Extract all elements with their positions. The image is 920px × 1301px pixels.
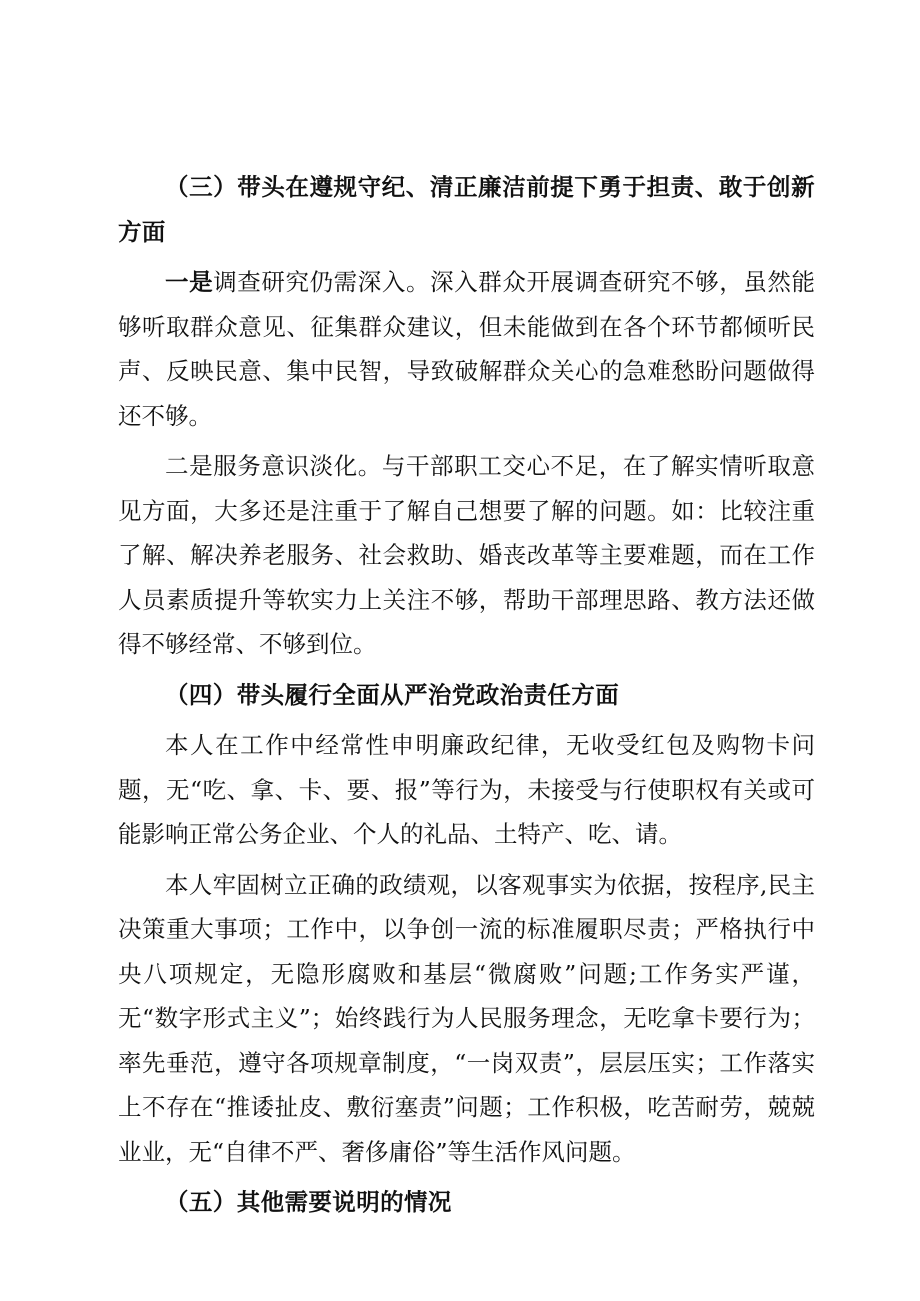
section-4-paragraph-1: 本人在工作中经常性申明廉政纪律，无收受红包及购物卡问题，无“吃、拿、卡、要、报”等行为，未接受与行使职权有关或可能影响正常公务企业、个人的礼品、土特产、吃、请。: [118, 731, 815, 848]
section-3-paragraph-2: 二是服务意识淡化。与干部职工交心不足，在了解实情听取意见方面，大多还是注重于了解自己想要了解的问题。如：比较注重了解、解决养老服务、社会救助、婚丧改革等主要难题，而在工作人员素质提升等软实力上关注不够，帮助干部理思路、教方法还做得不够经常、不够到位。: [118, 452, 815, 658]
section-4-heading: （四）带头履行全面从严治党政治责任方面: [165, 680, 620, 709]
section-3-paragraph-1: [118, 260, 815, 438]
section-4-paragraph-2: 本人牢固树立正确的政绩观，以客观事实为依据，按程序,民主决策重大事项；工作中，以争创一流的标准履职尽责；严格执行中央八项规定，无隐形腐败和基层“微腐败”问题;工作务实严谨，无“数字形式主义”；始终践行为人民服务理念，无吃拿卡要行为；率先垂范，遵守各项规章制度，“一岗双责”，层层压实；工作落实上不存在“推诿扯皮、敷衍塞责”问题；工作积极，吃苦耐劳，兢兢业业，无“自律不严、奢侈庸俗”等生活作风问题。: [118, 870, 815, 1166]
section-3-heading: （三）带头在遵规守纪、清正廉洁前提下勇于担责、敢于创新方面: [118, 173, 815, 246]
paragraph-lead-label: 一是: [165, 268, 214, 296]
document-page: [118, 165, 815, 1231]
section-5-heading: （五）其他需要说明的情况: [165, 1188, 452, 1216]
paragraph-body: 调查研究仍需深入。深入群众开展调查研究不够，虽然能够听取群众意见、征集群众建议，但未能做到在各个环节都倾听民声、反映民意、集中民智，导致破解群众关心的急难愁盼问题做得还不够。: [118, 268, 816, 430]
